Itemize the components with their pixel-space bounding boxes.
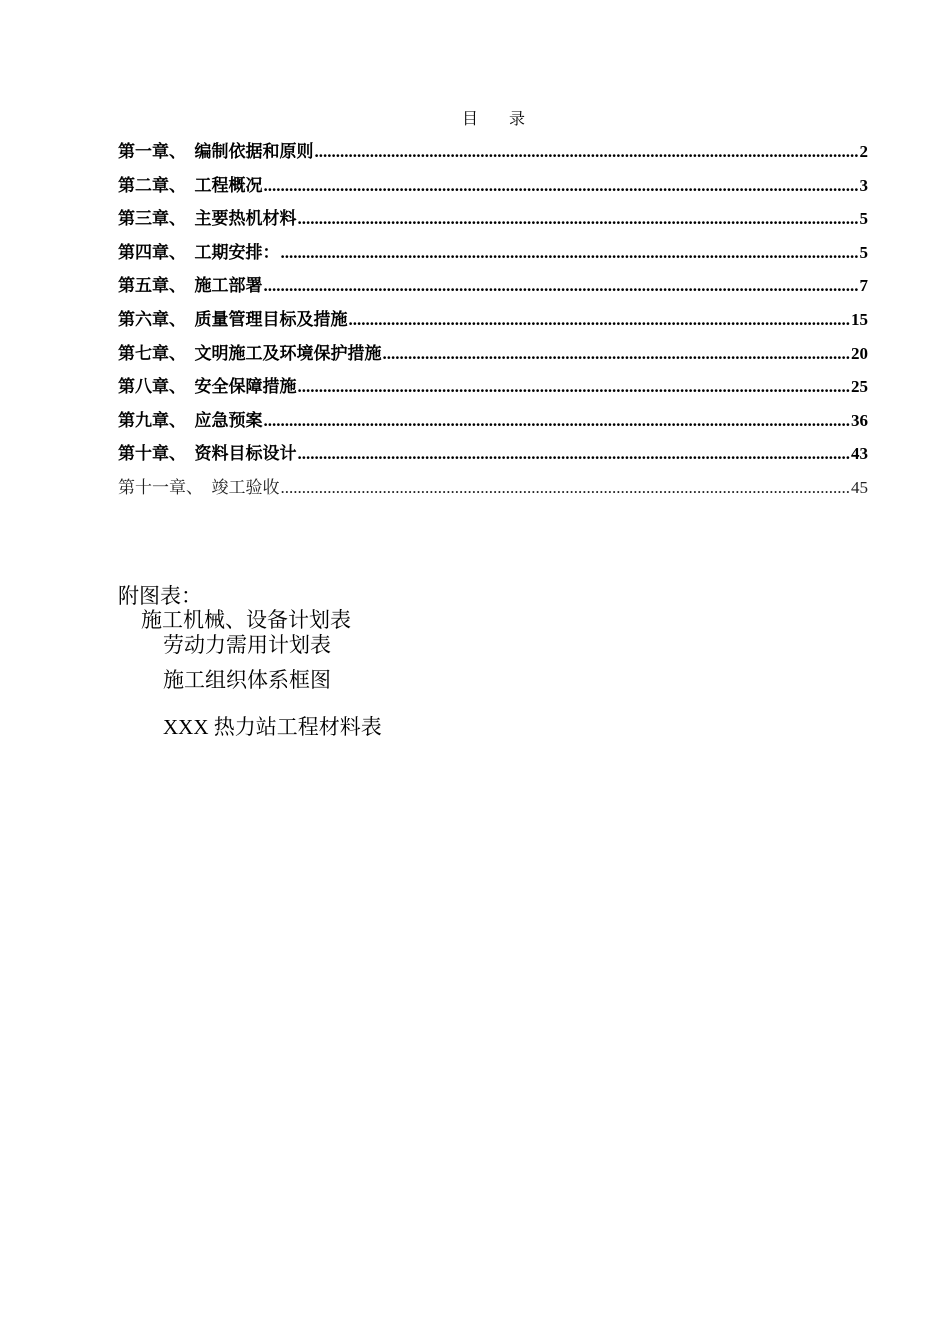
toc-entry[interactable] [118,407,868,441]
toc-entry[interactable] [118,205,868,239]
toc-chapter-number: 第二章、 [118,175,186,195]
toc-dot-leader [264,172,859,200]
toc-page-number: 2 [859,142,868,161]
toc-dot-leader [298,205,859,233]
toc-entry[interactable] [118,239,868,273]
toc-chapter-title: 安全保障措施 [194,377,297,397]
toc-chapter-title: 编制依据和原则 [194,142,314,161]
toc-page-number: 45 [851,477,868,497]
toc-dot-leader [298,440,851,468]
toc-dot-leader [349,306,851,334]
toc-chapter-number: 第六章、 [118,309,186,329]
toc-entry[interactable] [118,272,868,306]
toc-title [0,106,950,129]
toc-page-number: 36 [851,410,868,430]
toc-dot-leader [264,272,859,300]
toc-chapter-title: 主要热机材料 [194,209,297,229]
toc-chapter-number: 第十章、 [118,444,186,464]
toc-chapter-title: 应急预案 [194,410,263,430]
toc-title-right: 录 [509,111,527,128]
toc-page-number: 20 [851,343,868,363]
toc-entry[interactable] [118,306,868,340]
toc-page-number: 3 [859,175,868,195]
toc-page-number: 7 [859,276,868,296]
attachment-item: 施工组织体系框图 [163,668,331,692]
toc-dot-leader [281,239,859,267]
attachment-item: 施工机械、设备计划表 [141,608,351,632]
toc-chapter-title: 质量管理目标及措施 [194,309,348,329]
toc-chapter-number: 第一章、 [118,142,186,161]
attachment-item: XXX 热力站工程材料表 [163,715,382,739]
toc-dot-leader [281,474,851,502]
toc-chapter-title: 工期安排： [194,242,280,262]
toc-entry[interactable] [118,340,868,374]
attachments-heading: 附图表： [118,584,202,608]
toc-chapter-number: 第九章、 [118,410,186,430]
toc-dot-leader [298,373,851,401]
toc-chapter-title: 竣工验收 [211,477,280,497]
toc-chapter-number: 第七章、 [118,343,186,363]
toc-entry[interactable] [118,138,868,172]
toc-page-number: 25 [851,377,868,397]
toc-chapter-title: 施工部署 [194,276,263,296]
attachment-item: 劳动力需用计划表 [163,633,331,657]
toc-chapter-title: 工程概况 [194,175,263,195]
toc-chapter-number: 第八章、 [118,377,186,397]
toc-chapter-title: 资料目标设计 [194,444,297,464]
table-of-contents [118,138,868,508]
toc-title-left: 目 [461,111,479,128]
toc-dot-leader [383,340,851,368]
toc-page-number: 5 [859,242,868,262]
toc-entry[interactable] [118,373,868,407]
toc-entry[interactable] [118,440,868,474]
toc-chapter-number: 第五章、 [118,276,186,296]
toc-entry[interactable] [118,474,868,508]
toc-page-number: 15 [851,309,868,329]
toc-page-number: 5 [859,209,868,229]
toc-chapter-title: 文明施工及环境保护措施 [194,343,382,363]
toc-entry[interactable] [118,172,868,206]
toc-dot-leader [264,407,851,435]
toc-chapter-number: 第三章、 [118,209,186,229]
toc-chapter-number: 第四章、 [118,242,186,262]
toc-chapter-number: 第十一章、 [118,477,203,497]
toc-dot-leader [315,138,859,166]
toc-page-number: 43 [851,444,868,464]
